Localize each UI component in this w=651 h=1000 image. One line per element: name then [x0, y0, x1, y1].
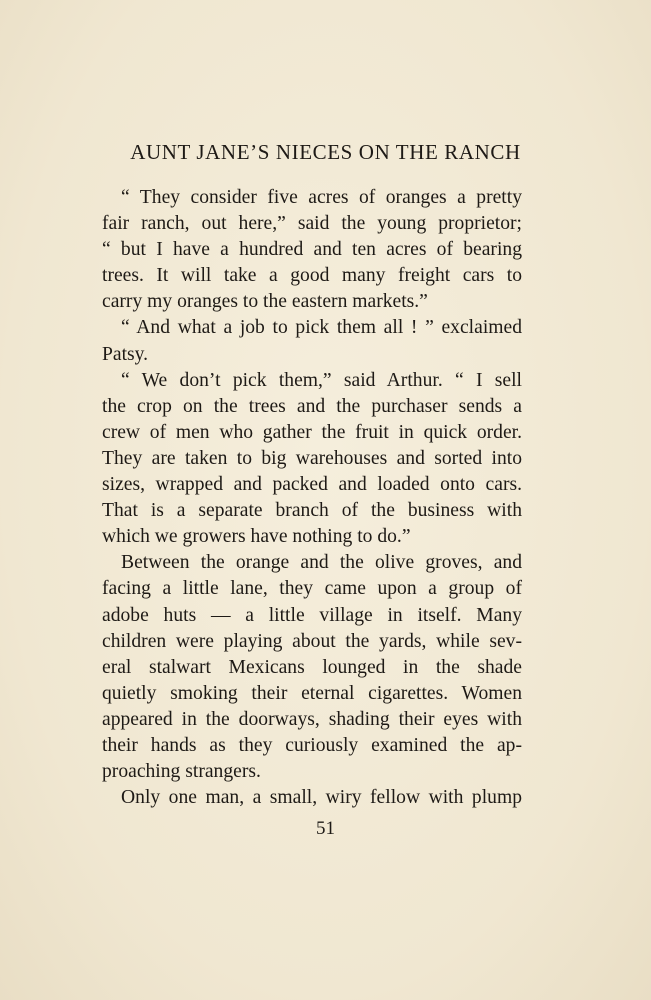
text-line: quietly smoking their eternal cigarettes. Women	[102, 682, 522, 704]
text-line: sizes, wrapped and packed and loaded onto cars.	[102, 474, 522, 496]
paragraph-5	[102, 785, 522, 811]
text-line: “ We don’t pick them,” said Arthur. “ I sell	[121, 369, 522, 391]
text-line: appeared in the doorways, shading their eyes with	[102, 708, 522, 730]
paragraph-1	[102, 185, 522, 315]
text-line: “ They consider five acres of oranges a pretty	[121, 187, 522, 208]
text-line: They are taken to big warehouses and sorted into	[102, 447, 522, 469]
text-line: Only one man, a small, wiry fellow with plump	[121, 787, 522, 809]
text-line: adobe huts — a little village in itself. Many	[102, 604, 522, 626]
text-line: children were playing about the yards, while sev-	[102, 630, 522, 652]
text-line: Patsy.	[102, 343, 149, 365]
paragraph-3	[102, 368, 522, 551]
text-line: eral stalwart Mexicans lounged in the shade	[102, 656, 522, 678]
text-line: fair ranch, out here,” said the young proprietor;	[102, 213, 522, 235]
running-head: AUNT JANE’S NIECES ON THE RANCH	[130, 140, 521, 164]
paragraph-4	[102, 550, 522, 785]
text-line: “ And what a job to pick them all ! ” exclaimed	[121, 317, 522, 339]
text-line: their hands as they curiously examined the ap-	[102, 734, 522, 756]
page-number: 51	[316, 818, 335, 839]
body-text	[102, 185, 522, 811]
text-line: That is a separate branch of the business with	[102, 500, 522, 522]
text-line: crew of men who gather the fruit in quick order.	[102, 421, 522, 443]
text-line: facing a little lane, they came upon a group of	[102, 578, 522, 600]
paragraph-2	[102, 315, 522, 367]
text-line: proaching strangers.	[102, 761, 261, 783]
text-line: the crop on the trees and the purchaser sends a	[102, 395, 522, 417]
text-line: “ but I have a hundred and ten acres of bearing	[102, 239, 522, 261]
text-line: Between the orange and the olive groves, and	[121, 552, 522, 574]
text-line: which we growers have nothing to do.”	[102, 526, 411, 548]
text-line: trees. It will take a good many freight cars to	[102, 265, 522, 287]
text-line: carry my oranges to the eastern markets.”	[102, 291, 428, 313]
